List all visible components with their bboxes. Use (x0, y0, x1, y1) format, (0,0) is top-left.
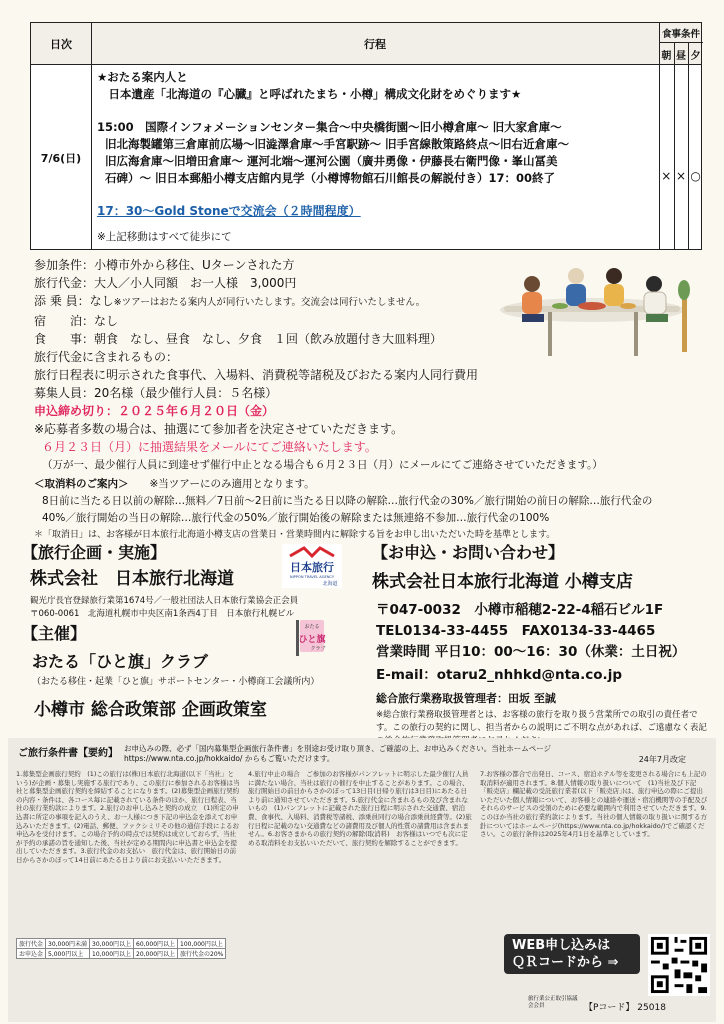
notify-sub: （万が一、最少催行人員に到達せず催行中止となる場合も６月２３日（月）にメールにてご連絡させていただきます。） (42, 459, 603, 471)
meal-breakfast: × (661, 169, 672, 183)
hitohata-club-logo (286, 618, 342, 658)
logo2-sub: クラブ (310, 646, 326, 652)
web-apply-line2: ＱＲコードから ⇒ (512, 955, 619, 970)
contact-hours: 営業時間 平日10：00～16：30（休業：土日祝） (376, 644, 686, 660)
p-code: 【Pコード】 25018 (584, 1003, 666, 1013)
logo1-hk: 北海道 (322, 581, 338, 587)
organizer-heading: 【旅行企画・実施】 (22, 543, 167, 562)
deposit-cell: 20,000円以上 (134, 949, 178, 959)
deposit-cell: 旅行代金 (17, 939, 46, 949)
contact-tel: TEL0134-33-4455 FAX0134-33-4465 (376, 623, 656, 639)
logo1-text: 日本旅行 (290, 561, 334, 574)
itinerary-line: 15:00 国際インフォメーションセンター集合～中央橋街園～旧小樽倉庫～ 旧大家倉庫～ (97, 120, 562, 134)
deposit-cell: 10,000円以上 (90, 949, 134, 959)
contact-block (372, 542, 712, 748)
itinerary-line: 旧北海製罐第三倉庫前広場～旧澁澤倉庫～手宮駅跡～ 旧手宮線散策路終点～旧右近倉庫～ (105, 137, 569, 151)
header-plan: 行程 (364, 38, 386, 51)
guide-label: 添 乗 員：なし (34, 294, 114, 308)
conditions: 参加条件：小樽市外から移住、Uターンされた方 (34, 258, 295, 272)
itinerary-body (97, 69, 653, 246)
capacity: 募集人員：20名様（最少催行人員：５名様） (34, 386, 278, 400)
terms-summary (8, 738, 716, 1022)
terms-title: ご旅行条件書【要約】 (18, 748, 118, 759)
logo2-top: おたる (304, 624, 320, 630)
row-date: 7/6(日) (40, 152, 82, 165)
organizer-reg: 観光庁長官登録旅行業第1674号／一般社団法人日本旅行業協会正会員 (30, 596, 299, 606)
guide-note: ※ツアーはおたる案内人が同行いたします。交流会は同行いたしません。 (113, 297, 426, 308)
deposit-cell: 60,000円以上 (134, 939, 178, 949)
cancel-footnote: ＊「取消日」は、お客様が日本旅行北海道小樽支店の営業日・営業時間内に解除する旨をお申し出いただいた時を基準とします。 (34, 530, 556, 540)
divider (674, 65, 675, 249)
deposit-cell: お申込金 (17, 949, 46, 959)
logo2-main: ひと旗 (298, 635, 326, 645)
web-apply-line1: WEB申し込みは (512, 938, 611, 953)
contact-addr: 〒047-0032 小樽市稲穂2-22-4稲石ビル1F (376, 602, 664, 618)
meal-lunch: × (675, 169, 687, 183)
walking-note: ※上記移動はすべて徒歩にて (97, 231, 232, 243)
header-lunch: 昼 (675, 50, 686, 62)
logo1-sub: NIPPON TRAVEL AGENCY (289, 575, 335, 579)
contact-heading: 【お申込・お問い合わせ】 (372, 543, 565, 562)
header-breakfast: 朝 (661, 50, 672, 62)
itinerary-line: 日本遺産「北海道の『心臓』と呼ばれたまち・小樽」構成文化財をめぐります★ (97, 87, 522, 101)
header-day: 日次 (50, 38, 72, 51)
lodging: 宿 泊：なし (34, 314, 119, 328)
terms-intro: お申込みの際、必ず「国内募集型企画旅行条件書」を別途お受け取り頂き、ご確認の上、お申込みください。当社ホームページ https://www.nta.co.jp/hokkaido/ からもご覧いただけます。 (124, 744, 552, 763)
nippon-travel-logo (282, 544, 342, 588)
cancel-line: 40%／旅行開始の当日の解除…旅行代金の50%／旅行開始後の解除または無連絡不参加…旅行代金の100% (42, 512, 550, 524)
header-dinner: 夕 (690, 50, 701, 62)
header-meal: 食事条件 (659, 23, 703, 43)
contact-company: 株式会社日本旅行北海道 小樽支店 (372, 572, 633, 592)
association-badge: 旅行業公正取引協議会会員 (528, 996, 578, 1009)
cancel-title-text: ＜取消料のご案内＞ (34, 478, 129, 490)
included-title: 旅行代金に含まれるもの： (34, 350, 179, 364)
deposit-cell: 100,000円以上 (178, 939, 226, 949)
dinner-illustration (488, 262, 693, 362)
deposit-cell: 30,000円未満 (46, 939, 90, 949)
cancel-line: 8日前に当たる日以前の解除…無料／7日前～2日前に当たる日以降の解除…旅行代金の30%／旅行開始の前日の解除…旅行代金の (42, 495, 653, 507)
qr-code-icon[interactable] (648, 934, 710, 996)
table-row (17, 939, 226, 949)
notify: ６月２３日（月）に抽選結果をメールにてご連絡いたします。 (42, 440, 377, 454)
meal-dinner: ○ (690, 169, 701, 183)
contact-manager: 総合旅行業務取扱管理者：田坂 至誠 (376, 692, 556, 705)
terms-revised: 24年7月改定 (638, 755, 686, 764)
itinerary-line: ★おたる案内人と (97, 70, 188, 84)
host-club-sub: （おたる移住・起業「ひと旗」サポートセンター・小樽商工会議所内） (32, 677, 320, 687)
divider (688, 65, 689, 249)
meals: 食 事：朝食 なし、昼食 なし、夕食 １回（飲み放題付き大皿料理） (34, 332, 443, 346)
included: 旅行日程表に明示された食事代、入場料、消費税等諸税及びおたる案内人同行費用 (34, 368, 479, 382)
terms-col-1: 1.募集型企画旅行契約 (1)この旅行は(株)日本旅行北海道(以下「当社」という)が企画・募集し実施する旅行であり、この旅行に参加されるお客様は当社と募集型企画旅行契約を締結することになります。(2)募集型企画旅行契約の内容・条件は、各コース毎に記載されている条件のほか、旅行日程表、当社の旅行業約款によります。2.旅行のお申し込みと契約の成立 (1)所定の申込書に所定の事項を記入のうえ、お一人様につき下記の申込金を添えてお申込みいただきます。(2)電話、郵便、ファクシミリその他の通信手段によるお申込みを受付けます。この場合予約の時点では契約は成立しておらず、当社が予約の承諾の旨を通知した後、当社が定める期間内に申込書と申込金を提出していただきます。3.旅行代金のお支払い 旅行代金は、旅行開始日の前日からさかのぼって14日前にあたる日より前にお支払いいただきます。 (16, 770, 240, 864)
host-club: おたる「ひと旗」クラブ (32, 652, 209, 671)
deadline: 申込締め切り：２０２５年６月２０日（金） (34, 404, 275, 418)
cancel-title (34, 476, 704, 493)
deposit-cell: 旅行代金の20% (178, 949, 226, 959)
price: 旅行代金：大人／小人同額 お一人様 3,000円 (34, 276, 297, 290)
organizer-addr: 〒060-0061 北海道札幌市中央区南1条西4丁目 日本旅行札幌ビル (30, 609, 295, 619)
cancellation-info (34, 476, 704, 544)
contact-manager-note: ※総合旅行業務取扱管理者とは、お客様の旅行を取り扱う営業所での取引の責任者です。この旅行の契約に関し、担当者からの説明にご不明な点があれば、ご遠慮なく表記 (376, 710, 707, 733)
terms-col-2: 4.旅行中止の場合 ご参加のお客様がパンフレットに明示した最少催行人員に満たない場合、当社は旅行の催行を中止することがあります。この場合、旅行開始日の前日からさかのぼって13日目(日帰り旅行は3日目)にあたる日より前に通知させていただきます。5.旅行代金に含まれるもの及び含まれないもの (1)パンフレットに記載された旅行日程に明示された交通費、宿泊費、食事代、入場料、消費税等諸税、添乗員同行の場合添乗員経費等。(2)旅行日程に記載のない交通費などの諸費用及び個人的性質の諸費用は含まれません。6.お客さまからの旅行契約の解除(取消料) お客様はいつでも次に定める取消料をお支払いいただいて、旅行契約を解除することができます。 (248, 770, 472, 847)
cancel-title-note: ※当ツアーにのみ適用となります。 (149, 478, 315, 490)
host-city: 小樽市 総合政策部 企画政策室 (34, 700, 267, 720)
deposit-table (16, 938, 226, 959)
contact-email[interactable]: E-mail：otaru2_nhhkd@nta.co.jp (376, 667, 622, 683)
gold-stone-line: 17：30～Gold Stoneで交流会（２時間程度） (97, 204, 361, 218)
lottery: ※応募者多数の場合は、抽選にて参加者を決定させていただきます。 (34, 422, 404, 436)
deposit-cell: 30,000円以上 (90, 939, 134, 949)
terms-col-3: 7.お客様の都合で出発日、コース、宿泊ホテル等を変更される場合にも上記の取消料が適用されます。8.個人情報の取り扱いについて (1)当社及び下記「販売店」欄記載の受託旅行業者(以下「販売店」)は、旅行申込の際にご提出いただいた個人情報について、お客様との連絡や運送・宿泊機関等の手配及びそれらのサービスの受領のために必要な範囲内で利用させていただきます。9.このほか当社の旅行業約款によります。当社の個人情報の取り扱いに関する方針についてはホームページ(https://www.nta.co.jp/hokkaido/)でご確認ください。この旅行条件は2025年4月1日を基準としています。 (480, 770, 708, 839)
itinerary-line: 石碑）～ 旧日本郵船小樽支店館内見学（小樽博物館石川館長の解説付き）17：00終了 (105, 171, 556, 185)
table-row (17, 949, 226, 959)
host-heading: 【主催】 (22, 624, 87, 643)
itinerary-table (30, 22, 702, 250)
web-apply-banner[interactable] (504, 934, 640, 974)
deposit-cell: 5,000円以上 (46, 949, 90, 959)
itinerary-line: 旧広海倉庫～旧増田倉庫～ 運河北端～運河公園（廣井勇像・伊藤長右衛門像・峯山冨美 (105, 154, 558, 168)
organizer-company: 株式会社 日本旅行北海道 (30, 569, 234, 589)
